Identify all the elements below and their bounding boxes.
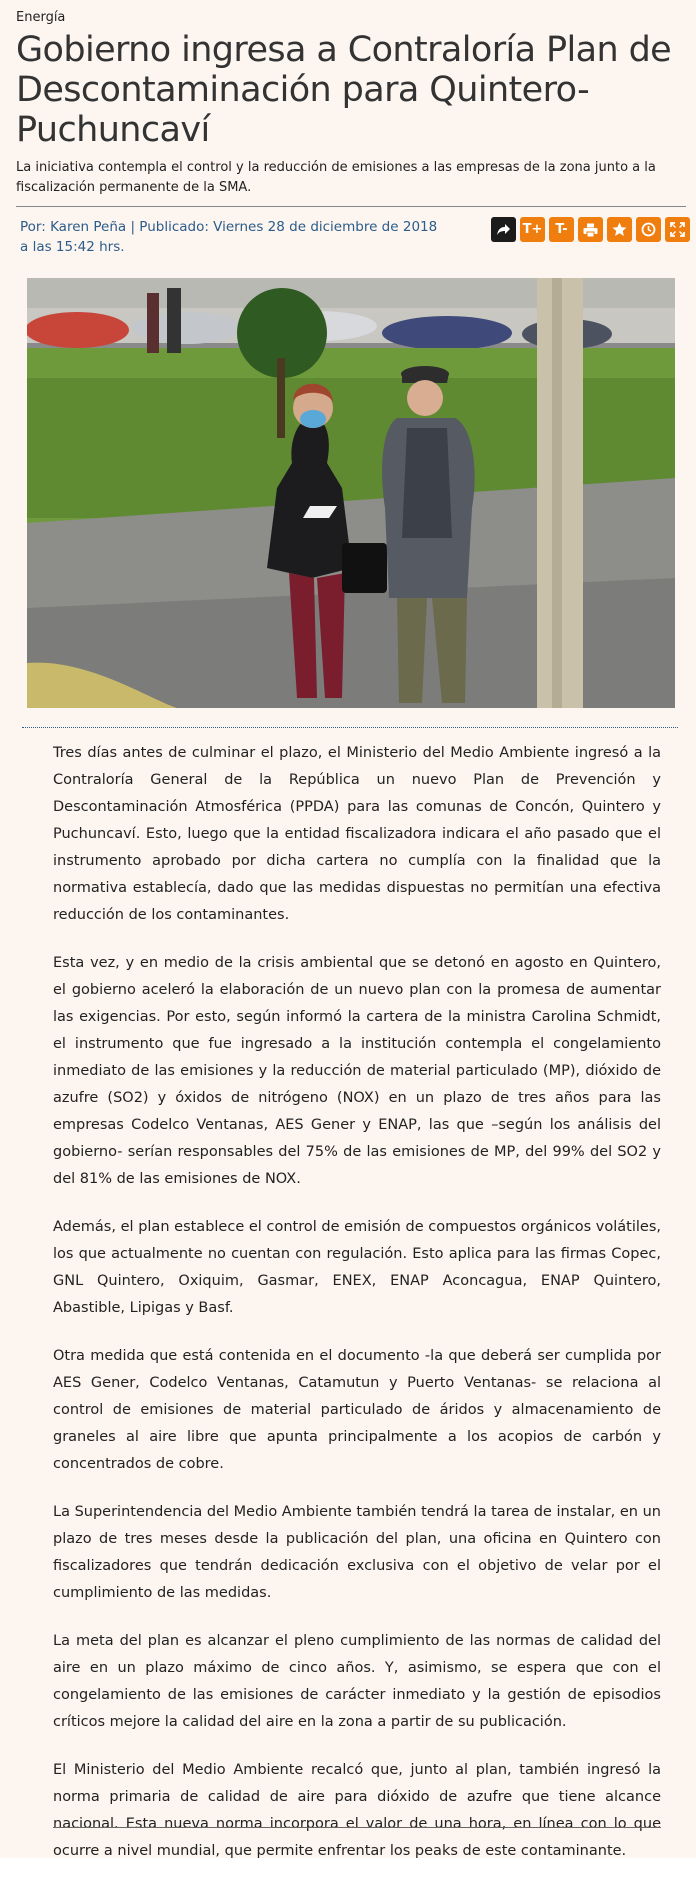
photo-illustration [27,278,675,708]
byline: Por: Karen Peña | Publicado: Viernes 28 de diciembre de 2018 a las 15:42 hrs. [20,219,438,255]
fullscreen-button[interactable] [665,217,690,242]
history-button[interactable] [636,217,661,242]
body-paragraph: Esta vez, y en medio de la crisis ambiental que se detonó en agosto en Quintero, el gobierno aceleró la elaboración de un nuevo plan con la promesa de aumentar las exigencias. Por esto, según informó la cartera de la ministra Carolina Schmidt, el instrumento que fue ingresado a la institución contempla el congelamiento inmediato de las emisiones y la reducción de material particulado (MP), dióxido de azufre (SO2) y óxidos de nitrógeno (NOX) en un plazo de tres años para las empresas Codelco Ventanas, AES Gener y ENAP, las que –según los análisis del gobierno- serían responsables del 75% de las emisiones de MP, del 99% del SO2 y del 81% de las emisiones de NOX. [53,955,661,1187]
footer-divider [53,1827,661,1828]
favorite-button[interactable] [607,217,632,242]
share-button[interactable] [491,217,516,242]
article-toolbar [491,217,690,242]
body-paragraph: La meta del plan es alcanzar el pleno cumplimiento de las normas de calidad del aire en un plazo máximo de cinco años. Y, asimismo, se espera que con el congelamiento de las emisiones de carácter inmediato y la gestión de episodios críticos mejore la calidad del aire en la zona a partir de su publicación. [53,1633,661,1730]
body-paragraph: Tres días antes de culminar el plazo, el Ministerio del Medio Ambiente ingresó a la Contraloría General de la República un nuevo Plan de Prevención y Descontaminación Atmosférica (PPDA) para las comunas de Concón, Quintero y Puchuncaví. Esto, luego que la entidad fiscalizadora indicara el año pasado que el instrumento aprobado por dicha cartera no cumplía con la finalidad que la normativa establecía, dado que las medidas dispuestas no permitían una efectiva reducción de los contaminantes. [53,745,661,923]
article-photo [27,278,675,708]
printer-icon [583,223,598,237]
category-label[interactable]: Energía [16,10,66,25]
meta-row [16,207,680,261]
article-header [16,0,680,261]
clock-icon [641,222,656,237]
expand-icon [670,222,685,237]
font-decrease-button[interactable]: T- [549,217,574,242]
body-paragraph: Otra medida que está contenida en el documento -la que deberá ser cumplida por AES Gener, Codelco Ventanas, Catamutun y Puerto Ventanas- se relaciona al control de emisiones de material particulado de áridos y almacenamiento de graneles al aire libre que apunta principalmente a los acopios de carbón y concentrados de cobre. [53,1348,661,1472]
article-body [53,740,661,1886]
star-icon [612,222,627,237]
article-subtitle: La iniciativa contempla el control y la reducción de emisiones a las empresas de la zona junto a la fiscalización permanente de la SMA. [16,160,656,195]
body-paragraph: El Ministerio del Medio Ambiente recalcó que, junto al plan, también ingresó la norma primaria de calidad de aire para dióxido de azufre que tiene alcance nacional. Esta nueva norma incorpora el valor de una hora, en línea con lo que ocurre a nivel mundial, que permite enfrentar los peaks de este contaminante. [53,1762,661,1859]
article-title: Gobierno ingresa a Contraloría Plan de Descontaminación para Quintero-Puchuncaví [16,30,672,150]
print-button[interactable] [578,217,603,242]
content-divider [22,727,678,728]
body-paragraph: La Superintendencia del Medio Ambiente también tendrá la tarea de instalar, en un plazo de tres meses desde la publicación del plan, una oficina en Quintero con fiscalizadores que tendrán dedicación exclusiva con el objetivo de velar por el cumplimiento de las medidas. [53,1504,661,1601]
font-increase-button[interactable]: T+ [520,217,545,242]
share-icon [496,223,511,236]
body-paragraph: Además, el plan establece el control de emisión de compuestos orgánicos volátiles, los que actualmente no cuentan con regulación. Esto aplica para las firmas Copec, GNL Quintero, Oxiquim, Gasmar, ENEX, ENAP Aconcagua, ENAP Quintero, Abastible, Lipigas y Basf. [53,1219,661,1316]
